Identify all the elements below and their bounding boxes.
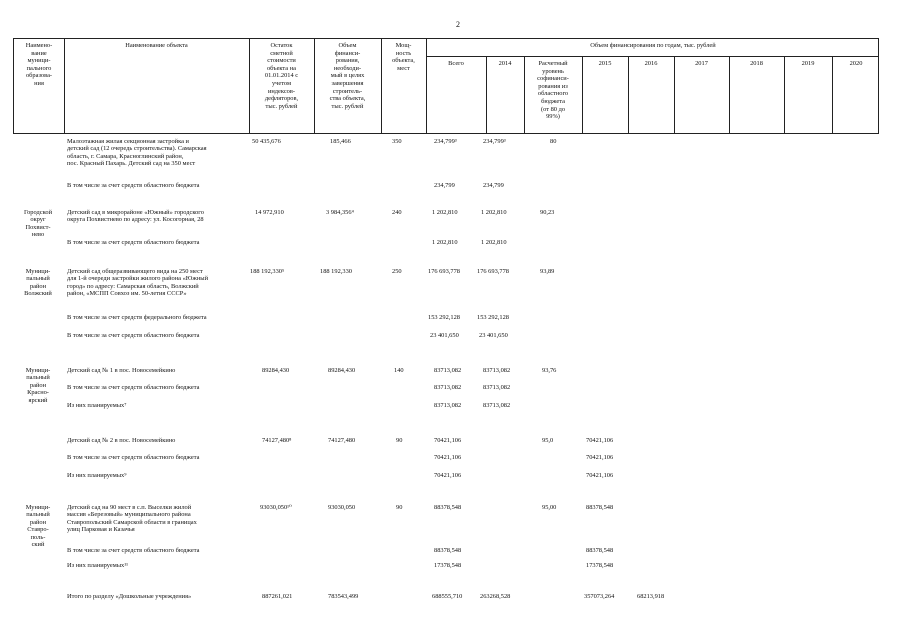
object-name: Малоэтажная жилая секционная застройка и детский сад (12 очередь строительства). Самарская область, г. Самара, Красноглинский район, пос. Красный Пахарь. Детский сад на 350 мест — [67, 138, 207, 168]
header-2016: 2016 — [644, 60, 658, 67]
y2014-value: 83713,082 — [483, 402, 511, 409]
capacity-value: 350 — [392, 138, 402, 145]
volume-value: 783543,499 — [328, 593, 359, 600]
y2014-value: 234,799 — [483, 182, 504, 189]
y2014-value: 1 202,810 — [481, 239, 507, 246]
header-total: Всего — [448, 60, 464, 67]
municipality-name: Муници- пальный район Красно- ярский — [25, 367, 51, 404]
total-value: 70421,106 — [434, 454, 462, 461]
header-capacity: Мощ- ность объекта, мест — [392, 42, 415, 72]
object-name: Детский сад в микрорайоне «Южный» городского округа Похвистнево по адресу: ул. Косогорная, 28 — [67, 209, 204, 224]
total-value: 234,799 — [434, 182, 455, 189]
page-number: 2 — [456, 20, 460, 29]
y2014-value: 176 693,778 — [477, 268, 509, 275]
total-value: 88378,548 — [434, 504, 462, 511]
y2015-value: 70421,106 — [586, 437, 614, 444]
remainder-value: 93030,050¹⁰ — [260, 504, 292, 511]
total-value: 83713,082 — [434, 384, 462, 391]
remainder-value: 14 972,910 — [255, 209, 284, 216]
header-funding-title: Объем финансирования по годам, тыс. рублей — [590, 42, 716, 49]
municipality-name: Городской округ Похвист- нево — [23, 209, 53, 239]
object-subrow: Из них планируемых¹¹ — [67, 562, 129, 569]
y2014-value: 83713,082 — [483, 384, 511, 391]
total-value: 1 202,810 — [432, 209, 458, 216]
header-2015: 2015 — [598, 60, 612, 67]
header-2018: 2018 — [750, 60, 763, 67]
municipality-name: Муници- пальный район Ставро- поль- ский — [25, 504, 51, 549]
object-subrow: В том числе за счет средств областного бюджета — [67, 239, 200, 246]
level-value: 95,00 — [542, 504, 557, 511]
level-value: 80 — [550, 138, 557, 145]
capacity-value: 250 — [392, 268, 402, 275]
y2015-value: 70421,106 — [586, 472, 614, 479]
header-level: Расчетный уровень софинанси- рования из областного бюджета (от 80 до 99%) — [537, 60, 569, 121]
object-subrow: В том числе за счет средств областного бюджета — [67, 547, 200, 554]
remainder-value: 74127,480⁸ — [262, 437, 292, 444]
y2014-value: 23 401,650 — [479, 332, 508, 339]
total-value: 688555,710 — [432, 593, 463, 600]
capacity-value: 90 — [396, 504, 403, 511]
total-value: 153 292,128 — [428, 314, 460, 321]
object-subrow: Из них планируемых⁹ — [67, 472, 127, 479]
volume-value: 3 984,356⁴ — [326, 209, 354, 216]
capacity-value: 240 — [392, 209, 402, 216]
section-total-label: Итого по разделу «Дошкольные учреждения» — [67, 593, 192, 600]
y2014-value: 234,799³ — [483, 138, 506, 145]
y2015-value: 357073,264 — [584, 593, 615, 600]
remainder-value: 887261,021 — [262, 593, 293, 600]
capacity-value: 90 — [396, 437, 403, 444]
y2014-value: 1 202,810 — [481, 209, 507, 216]
volume-value: 188 192,330 — [320, 268, 352, 275]
y2016-value: 68213,918 — [637, 593, 665, 600]
remainder-value: 188 192,330⁵ — [250, 268, 285, 275]
object-subrow: В том числе за счет средств областного бюджета — [67, 454, 200, 461]
total-value: 70421,106 — [434, 472, 462, 479]
remainder-value: 89284,430 — [262, 367, 290, 374]
header-object: Наименование объекта — [125, 42, 188, 49]
header-remainder: Остаток сметной стоимости объекта на 01.01.2014 с учетом индексов- дефляторов, тыс. рублей — [264, 42, 299, 110]
total-value: 88378,548 — [434, 547, 462, 554]
object-subrow: В том числе за счет средств областного бюджета — [67, 182, 200, 189]
total-value: 23 401,650 — [430, 332, 459, 339]
object-name: Детский сад общеразвивающего вида на 250 мест для 1-й очереди застройки жилого района «Южный город» по адресу: Самарская область, Волжский район, «МСПП Совхоз им. 50-летия СССР» — [67, 268, 208, 298]
object-subrow: В том числе за счет средств областного бюджета — [67, 332, 200, 339]
level-value: 93,76 — [542, 367, 557, 374]
volume-value: 93030,050 — [328, 504, 356, 511]
y2014-value: 153 292,128 — [477, 314, 509, 321]
object-name: Детский сад № 2 в пос. Новосемейкино — [67, 437, 176, 444]
total-value: 1 202,810 — [432, 239, 458, 246]
total-value: 234,799³ — [434, 138, 457, 145]
y2015-value: 70421,106 — [586, 454, 614, 461]
header-2014: 2014 — [498, 60, 512, 67]
remainder-value: 50 435,676 — [252, 138, 281, 145]
y2014-value: 83713,082 — [483, 367, 511, 374]
header-2019: 2019 — [801, 60, 815, 67]
object-name: Детский сад на 90 мест в с.п. Выселки жилой массив «Березовый» муниципального района Ставропольский Самарской области в границах улиц Парковая и Казачья — [67, 504, 197, 534]
level-value: 93,89 — [540, 268, 555, 275]
volume-value: 185,466 — [330, 138, 351, 145]
total-value: 17378,548 — [434, 562, 462, 569]
y2015-value: 88378,548 — [586, 504, 614, 511]
municipality-name: Муници- пальный район Волжский — [24, 268, 52, 298]
volume-value: 89284,430 — [328, 367, 356, 374]
table-header — [13, 38, 879, 134]
level-value: 95,0 — [542, 437, 554, 444]
total-value: 83713,082 — [434, 367, 462, 374]
object-subrow: В том числе за счет средств областного бюджета — [67, 384, 200, 391]
y2015-value: 17378,548 — [586, 562, 614, 569]
header-volume: Объем финанси- рования, необходи- мый в целях завершения строитель- ства объекта, тыс. рублей — [329, 42, 366, 110]
capacity-value: 140 — [394, 367, 404, 374]
level-value: 90,23 — [540, 209, 555, 216]
total-value: 70421,106 — [434, 437, 462, 444]
object-subrow: Из них планируемых⁷ — [67, 402, 127, 409]
header-2020: 2020 — [849, 60, 863, 67]
volume-value: 74127,480 — [328, 437, 356, 444]
object-subrow: В том числе за счет средств федерального бюджета — [67, 314, 207, 321]
total-value: 83713,082 — [434, 402, 462, 409]
object-name: Детский сад № 1 в пос. Новосемейкино — [67, 367, 176, 374]
header-municipality: Наимено- вание муници- пального образова- ния — [25, 42, 53, 87]
y2014-value: 263268,528 — [480, 593, 511, 600]
header-2017: 2017 — [695, 60, 708, 67]
total-value: 176 693,778 — [428, 268, 460, 275]
y2015-value: 88378,548 — [586, 547, 614, 554]
